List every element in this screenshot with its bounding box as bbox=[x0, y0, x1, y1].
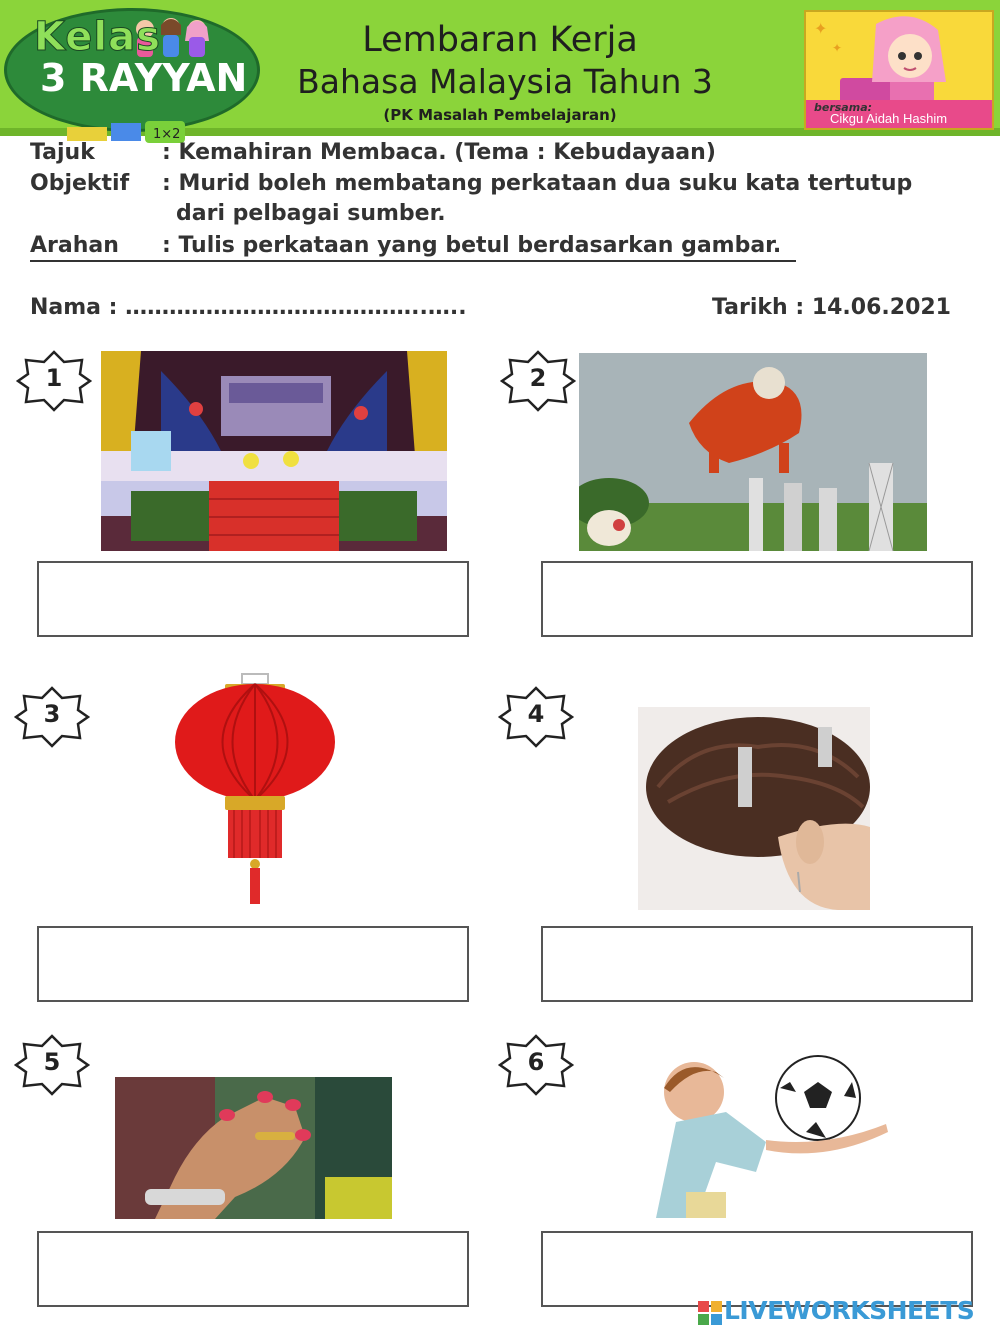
liveworksheets-logo[interactable] bbox=[698, 1296, 994, 1330]
lion-dance-image-icon bbox=[579, 353, 927, 551]
answer-input-3[interactable] bbox=[37, 926, 469, 1002]
hair-bun-picture bbox=[638, 707, 870, 910]
boy-ball-picture bbox=[656, 1052, 896, 1218]
worksheet-subject: Bahasa Malaysia Tahun 3 bbox=[297, 62, 713, 101]
item-number-badge bbox=[500, 350, 576, 412]
svg-text:✦: ✦ bbox=[832, 41, 843, 55]
svg-text:✦: ✦ bbox=[814, 19, 828, 38]
hand-ring-image-icon bbox=[115, 1077, 392, 1219]
boy-ball-image-icon bbox=[656, 1052, 896, 1218]
hair-bun-image-icon bbox=[638, 707, 870, 910]
item-number: 4 bbox=[527, 700, 545, 728]
item-number: 3 bbox=[43, 700, 61, 728]
name-field[interactable]: Nama : …………………………………..….. bbox=[30, 295, 467, 320]
answer-input-1[interactable] bbox=[37, 561, 469, 637]
lantern-image-icon bbox=[170, 668, 340, 908]
answer-input-2[interactable] bbox=[541, 561, 973, 637]
hand-ring-picture bbox=[115, 1077, 392, 1219]
tajuk-value: : Kemahiran Membaca. (Tema : Kebudayaan) bbox=[162, 140, 716, 165]
objektif-value-cont: dari pelbagai sumber. bbox=[176, 201, 446, 226]
item-number: 2 bbox=[529, 364, 547, 392]
item-number-badge bbox=[498, 1034, 574, 1096]
teacher-name: Cikgu Aidah Hashim bbox=[830, 111, 948, 126]
item-number: 5 bbox=[43, 1048, 61, 1076]
item-number-badge bbox=[498, 686, 574, 748]
arahan-label: Arahan bbox=[30, 233, 119, 258]
teacher-card bbox=[804, 10, 994, 130]
badge-class-name: 3 RAYYAN bbox=[40, 56, 248, 100]
arahan-underline bbox=[30, 260, 796, 262]
answer-input-5[interactable] bbox=[37, 1231, 469, 1307]
stage-picture bbox=[101, 351, 447, 551]
stage-image-icon bbox=[101, 351, 447, 551]
arahan-value: : Tulis perkataan yang betul berdasarkan gambar. bbox=[162, 233, 782, 258]
answer-input-4[interactable] bbox=[541, 926, 973, 1002]
tajuk-label: Tajuk bbox=[30, 140, 95, 165]
teacher-with-label: bersama: bbox=[814, 101, 873, 114]
svg-text:1×2: 1×2 bbox=[153, 127, 181, 142]
item-number-badge bbox=[14, 686, 90, 748]
lion-dance-picture bbox=[579, 353, 927, 551]
lantern-picture bbox=[170, 668, 340, 908]
objektif-label: Objektif bbox=[30, 171, 130, 196]
worksheet-title: Lembaran Kerja bbox=[362, 20, 638, 60]
liveworksheets-text: LIVEWORKSHEETS bbox=[724, 1296, 975, 1325]
liveworksheets-icon bbox=[698, 1301, 722, 1325]
item-number: 6 bbox=[527, 1048, 545, 1076]
worksheet-category: (PK Masalah Pembelajaran) bbox=[383, 106, 617, 124]
badge-kelas-text: Kelas bbox=[34, 14, 161, 60]
item-number-badge bbox=[14, 1034, 90, 1096]
item-number-badge bbox=[16, 350, 92, 412]
date-field: Tarikh : 14.06.2021 bbox=[712, 295, 951, 320]
objektif-value: : Murid boleh membatang perkataan dua suku kata tertutup bbox=[162, 171, 913, 196]
item-number: 1 bbox=[45, 364, 63, 392]
